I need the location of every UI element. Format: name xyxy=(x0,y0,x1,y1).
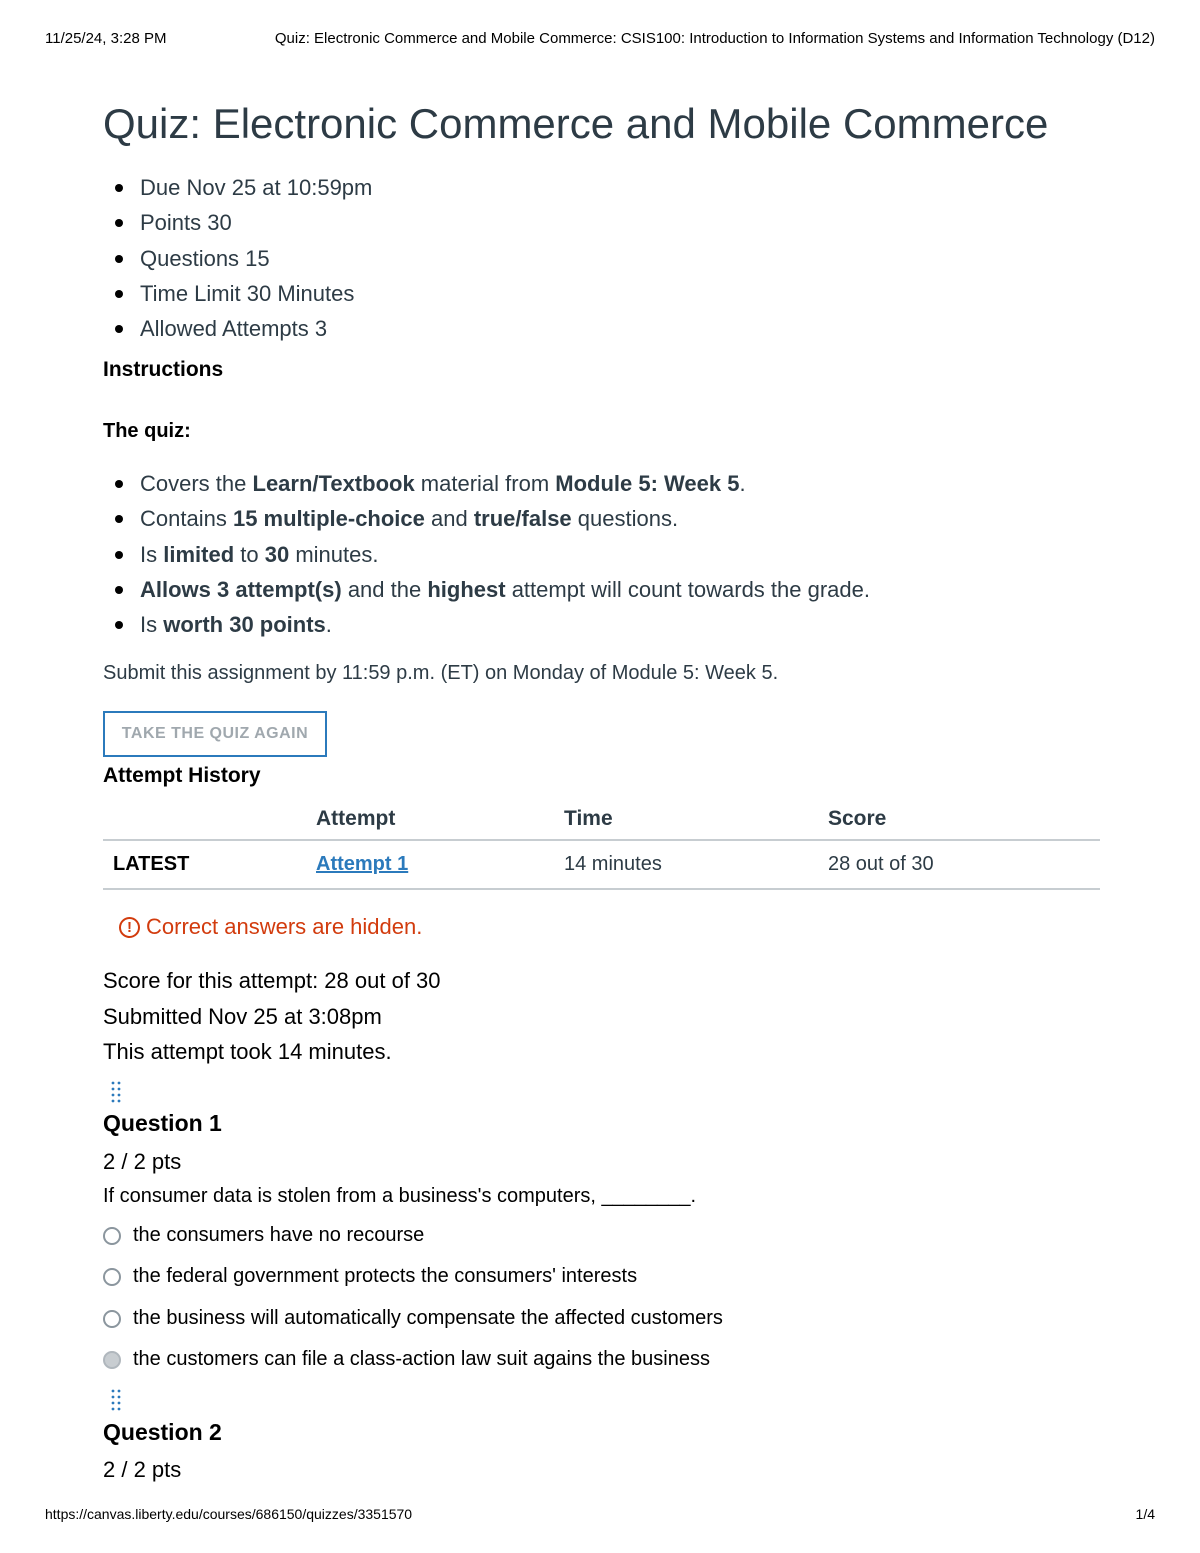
question-2-points: 2 / 2 pts xyxy=(103,1457,182,1482)
exclamation-circle-icon: ! xyxy=(119,917,140,938)
attempt-duration: This attempt took 14 minutes. xyxy=(103,1039,392,1064)
instructions-list xyxy=(113,466,870,642)
answer-option[interactable] xyxy=(103,1265,637,1288)
answers-hidden-text: Correct answers are hidden. xyxy=(146,914,423,939)
take-quiz-again-button[interactable]: TAKE THE QUIZ AGAIN xyxy=(103,711,327,757)
attempt-history-table xyxy=(103,798,1100,890)
print-url: https://canvas.liberty.edu/courses/686150/quizzes/3351570 xyxy=(45,1506,413,1522)
attempt-1-link[interactable]: Attempt 1 xyxy=(316,853,409,875)
question-1-heading: Question 1 xyxy=(103,1110,222,1136)
column-header-blank xyxy=(103,798,306,840)
table-row xyxy=(103,840,1100,889)
page-title: Quiz: Electronic Commerce and Mobile Commerce xyxy=(103,100,1049,147)
question-1-points: 2 / 2 pts xyxy=(103,1149,182,1174)
column-header-time: Time xyxy=(554,798,818,840)
quiz-points: Points 30 xyxy=(113,205,372,240)
quiz-details-list xyxy=(113,170,372,346)
attempt-summary xyxy=(103,963,441,1070)
radio-button-selected[interactable] xyxy=(103,1351,121,1369)
answer-option-selected[interactable] xyxy=(103,1348,710,1371)
score-cell: 28 out of 30 xyxy=(818,840,1100,889)
answer-label: the consumers have no recourse xyxy=(133,1224,425,1246)
answers-hidden-notice xyxy=(119,914,422,940)
quiz-allowed-attempts: Allowed Attempts 3 xyxy=(113,311,372,346)
table-header-row xyxy=(103,798,1100,840)
answer-option[interactable] xyxy=(103,1307,723,1330)
instruction-item: Allows 3 attempt(s) and the highest attempt will count towards the grade. xyxy=(113,572,870,607)
radio-button[interactable] xyxy=(103,1268,121,1286)
quiz-questions-count: Questions 15 xyxy=(113,241,372,276)
time-cell: 14 minutes xyxy=(554,840,818,889)
answer-label: the customers can file a class-action law suit agains the business xyxy=(133,1348,710,1370)
instructions-heading: Instructions xyxy=(103,358,224,381)
column-header-attempt: Attempt xyxy=(306,798,554,840)
latest-label: LATEST xyxy=(103,840,306,889)
print-timestamp: 11/25/24, 3:28 PM xyxy=(45,30,167,47)
quiz-time-limit: Time Limit 30 Minutes xyxy=(113,276,372,311)
column-header-score: Score xyxy=(818,798,1100,840)
radio-button[interactable] xyxy=(103,1227,121,1245)
drag-handle-icon[interactable] xyxy=(109,1388,123,1412)
instruction-item: Covers the Learn/Textbook material from Module 5: Week 5. xyxy=(113,466,870,501)
question-1-text: If consumer data is stolen from a business's computers, ________. xyxy=(103,1185,697,1207)
instruction-item: Contains 15 multiple-choice and true/false questions. xyxy=(113,501,870,536)
attempt-cell xyxy=(306,840,554,889)
print-footer xyxy=(45,1506,1155,1522)
answer-option[interactable] xyxy=(103,1224,424,1247)
print-page-number: 1/4 xyxy=(1135,1506,1155,1522)
print-page-title: Quiz: Electronic Commerce and Mobile Commerce: CSIS100: Introduction to Information Systems and Information Technology (D12) xyxy=(274,30,1155,47)
print-header xyxy=(45,30,1155,47)
radio-button[interactable] xyxy=(103,1310,121,1328)
answer-label: the business will automatically compensate the affected customers xyxy=(133,1307,723,1329)
attempt-score: Score for this attempt: 28 out of 30 xyxy=(103,968,441,993)
submit-deadline-note: Submit this assignment by 11:59 p.m. (ET) on Monday of Module 5: Week 5. xyxy=(103,662,779,684)
instructions-subheading: The quiz: xyxy=(103,420,191,442)
attempt-submitted: Submitted Nov 25 at 3:08pm xyxy=(103,1003,382,1029)
question-2-heading: Question 2 xyxy=(103,1419,222,1445)
instruction-item: Is worth 30 points. xyxy=(113,607,870,642)
answer-label: the federal government protects the consumers' interests xyxy=(133,1265,638,1287)
instruction-item: Is limited to 30 minutes. xyxy=(113,537,870,572)
attempt-history-heading: Attempt History xyxy=(103,764,261,787)
quiz-due-date: Due Nov 25 at 10:59pm xyxy=(113,170,372,205)
drag-handle-icon[interactable] xyxy=(109,1080,123,1104)
